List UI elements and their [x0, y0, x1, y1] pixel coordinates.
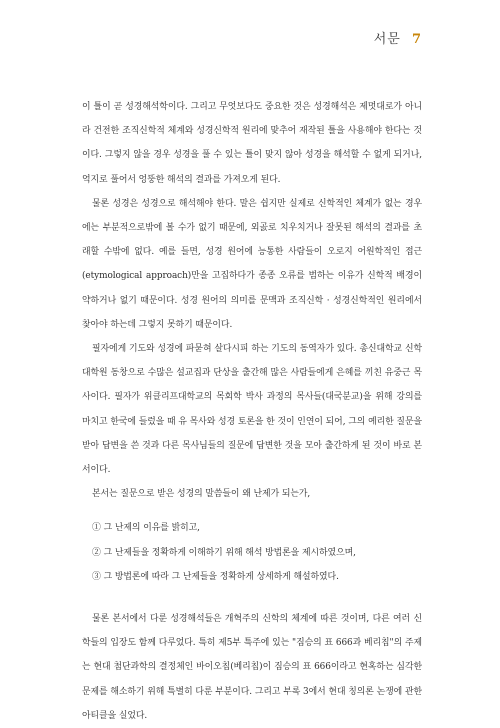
spacer: [82, 506, 422, 516]
page-number: 7: [411, 32, 422, 47]
list-item-3: ③ 그 방법론에 따라 그 난제들을 정확하게 상세하게 해설하였다.: [92, 571, 339, 582]
paragraph-3: 필자에게 기도와 성경에 파묻혀 살다시피 하는 기도의 동역자가 있다. 총신대학교 신학대학원 동창으로 수많은 설교집과 단상을 출간해 많은 사람들에게 은혜를 끼친 유중근 목사이다. 필자가 위클리프대학교의 목회학 박사 과정의 목사들(대국분교)을 위해 강의를 마치고 한국에 들렀을 때 유 목사와 성경 토론을 한 것이 인연이 되어, 그의 예리한 질문을 받아 답변을 쓴 것과 다른 목사님들의 질문에 답변한 것을 모아 출간하게 된 것이 바로 본서이다.: [82, 344, 422, 476]
numbered-list: [82, 516, 422, 589]
section-title: 서문: [373, 32, 401, 47]
list-item-2: ② 그 난제들을 정확하게 이해하기 위해 해석 방법론을 제시하였으며,: [92, 547, 356, 558]
paragraph-4: 본서는 질문으로 받은 성경의 말씀들이 왜 난제가 되는가,: [92, 489, 311, 500]
list-item-1: ① 그 난제의 이유를 밝히고,: [92, 523, 200, 534]
closing-paragraph: 물론 본서에서 다룬 성경해석들은 개혁주의 신학의 체계에 따른 것이며, 다른 여러 신학들의 입장도 함께 다루었다. 특히 제5부 특주에 있는 "짐승의 표 666과 베리칩"의 주제는 현대 첨단과학의 결정체인 바이오칩(베리칩)이 짐승의 표 666이라고 현혹하는 심각한 문제를 해소하기 위해 특별히 다룬 부분이다. 그리고 부록 3에서 현대 칭의론 논쟁에 관한 아티클을 실었다.: [82, 614, 422, 721]
paragraph-1: 이 틀이 곧 성경해석학이다. 그리고 무엇보다도 중요한 것은 성경해석은 제멋대로가 아니라 건전한 조직신학적 체계와 성경신학적 원리에 맞추어 재작된 틀을 사용해야 한다는 것이다. 그렇지 않을 경우 성경을 풀 수 있는 틀이 맞지 않아 성경을 해석할 수 없게 되거나, 억지로 풀어서 엉뚱한 해석의 결과를 가져오게 된다.: [82, 102, 422, 185]
paragraph-2: 물론 성경은 성경으로 해석해야 한다. 말은 쉽지만 실제로 신학적인 체계가 없는 경우에는 부분적으로밖에 볼 수가 없기 때문에, 외곬로 치우치거나 잘못된 해석의 결과를 초래할 수밖에 없다. 예를 들면, 성경 원어에 능통한 사람들이 오로지 어원학적인 접근(etymological approach)만을 고집하다가 종종 오류를 범하는 이유가 신학적 배경이 약하거나 없기 때문이다. 성경 원어의 의미를 문맥과 조직신학 · 성경신학적인 원리에서 찾아야 하는데 그렇지 못하기 때문이다.: [82, 198, 422, 330]
spacer: [82, 589, 422, 607]
running-head: [374, 28, 422, 47]
body-text: [82, 95, 422, 728]
